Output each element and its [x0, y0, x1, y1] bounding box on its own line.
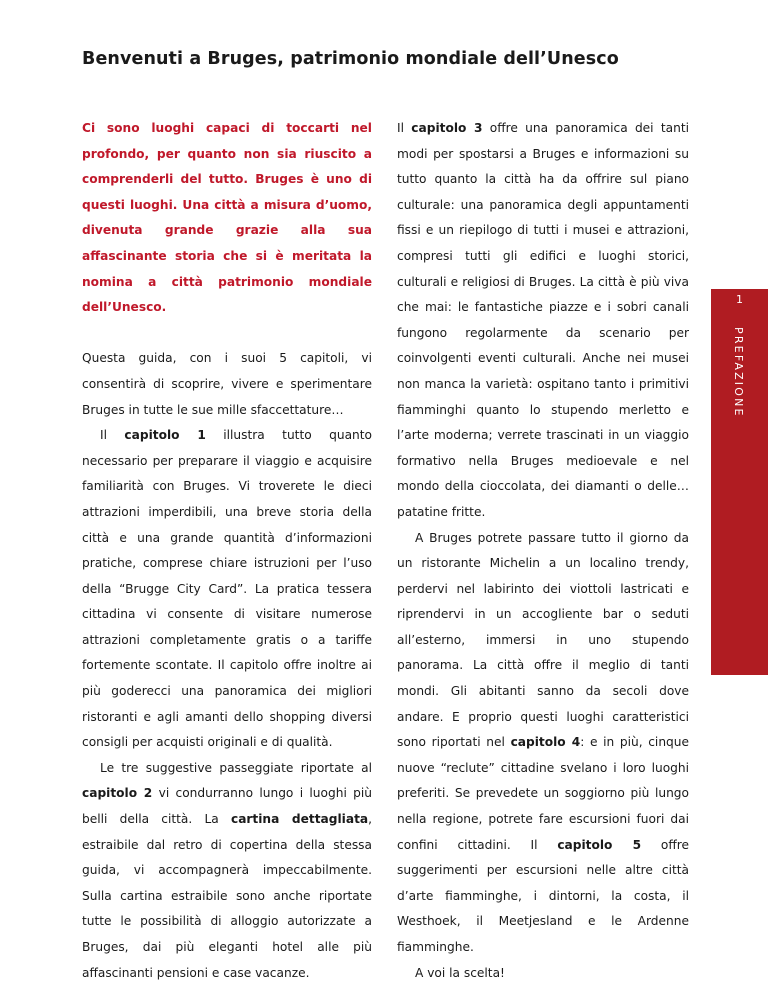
right-column — [397, 116, 689, 986]
left-column — [82, 116, 372, 986]
paragraph-chapter-3: Il capitolo 3 offre una panoramica dei tanti modi per spostarsi a Bruges e informazioni su tutto quanto la città ha da offrire sul piano culturale: una panoramica degli appuntamenti fissi e un riepilogo di tutti i musei e attrazioni, compresi tutti gli edifici e luoghi storici, culturali e religiosi di Bruges. La città è più viva che mai: le fantastiche piazze e i sobri canali fungono regolarmente da scenario per coinvolgenti eventi culturali. Anche nei musei non manca la varietà: ospitano tanto i primitivi fiamminghi quanto lo stupendo merletto e l’arte moderna; verrete trascinati in un viaggio formativo nella Bruges medioevale e nel mondo della cioccolata, dei diamanti o delle… patatine fritte. — [397, 121, 689, 519]
section-tab — [711, 289, 768, 675]
chapter-1-ref: capitolo 1 — [124, 428, 206, 443]
chapter-3-ref: capitolo 3 — [411, 121, 483, 135]
chapter-5-ref: capitolo 5 — [557, 837, 642, 852]
chapter-4-ref: capitolo 4 — [510, 735, 581, 750]
paragraph-guide-overview: Questa guida, con i suoi 5 capitoli, vi consentirà di scoprire, vivere e sperimentare Bruges in tutte le sue mille sfaccettature… — [82, 351, 372, 417]
closing-line: A voi la scelta! — [415, 965, 505, 980]
section-label: PREFAZIONE — [732, 327, 745, 418]
page-number: 1 — [736, 293, 743, 306]
page-title: Benvenuti a Bruges, patrimonio mondiale dell’Unesco — [82, 49, 619, 69]
chapter-2-ref: capitolo 2 — [82, 786, 153, 801]
paragraph-chapter-1: Il capitolo 1 illustra tutto quanto necessario per preparare il viaggio e acquisire familiarità con Bruges. Vi troverete le dieci attrazioni imperdibili, una breve storia della città e una grande quantità d’informazioni pratiche, comprese chiare istruzioni per l’uso della “Brugge City Card”. La pratica tessera cittadina vi consente di visitare numerose attrazioni completamente gratis o a tariffe fortemente scontate. Il capitolo offre inoltre ai più goderecci una panoramica dei migliori ristoranti e agli amanti dello shopping diversi consigli per acquisti originali e di qualità. — [82, 428, 372, 750]
paragraph-chapter-2: Le tre suggestive passeggiate riportate al capitolo 2 vi condurranno lungo i luoghi più belli della città. La cartina dettagliata, estraibile dal retro di copertina della stessa guida, vi accompagnerà impeccabilmente. Sulla cartina estraibile sono anche riportate tutte le possibilità di alloggio autorizzate a Bruges, dai più eleganti hotel alle più affascinanti pensioni e case vacanze. — [82, 760, 373, 980]
map-ref: cartina dettagliata — [230, 812, 369, 827]
intro-paragraph: Ci sono luoghi capaci di toccarti nel profondo, per quanto non sia riuscito a comprenderli del tutto. Bruges è uno di questi luoghi. Una città a misura d’uomo, divenuta grande grazie alla sua affascinante storia che si è meritata la nomina a città patrimonio mondiale dell’Unesco. — [82, 121, 372, 315]
paragraph-chapters-4-5: A Bruges potrete passare tutto il giorno da un ristorante Michelin a un localino trendy, perdervi nel labirinto dei viottoli lastricati e riprendervi in un accogliente bar o seduti all’esterno, immersi in uno stupendo panorama. La città offre il meglio di tanti mondi. Gli abitanti sanno da secoli dove andare. E proprio questi luoghi caratteristici sono riportati nel capitolo 4: e in più, cinque nuove “reclute” cittadine svelano i loro luoghi preferiti. Se prevedete un soggiorno più lungo nella regione, potrete fare escursioni fuori dai confini cittadini. Il capitolo 5 offre suggerimenti per escursioni nelle altre città d’arte fiamminghe, i dintorni, la costa, il Westhoek, il Meetjesland e le Ardenne fiamminghe. — [397, 530, 690, 954]
